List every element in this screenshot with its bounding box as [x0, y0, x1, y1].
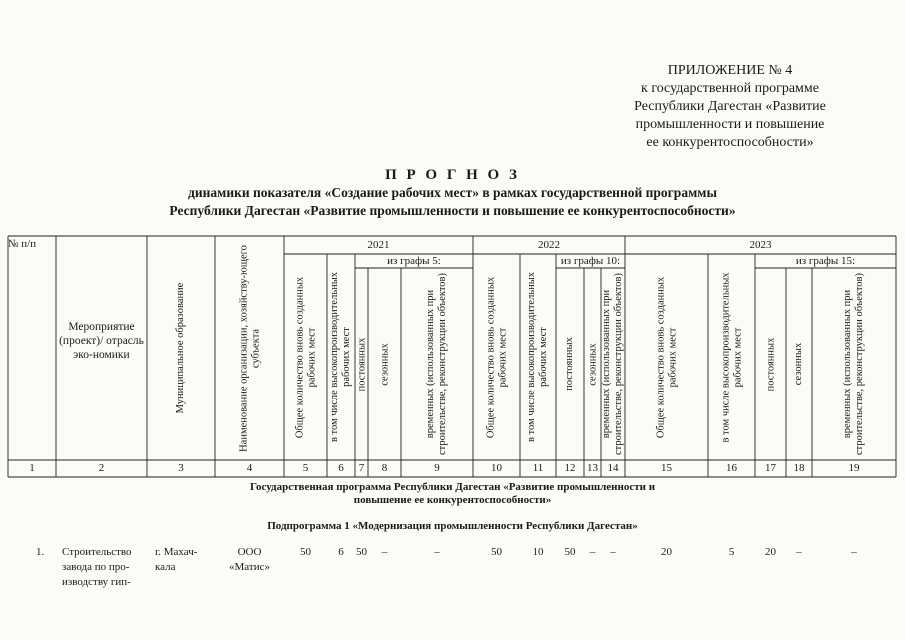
- program-title-line2: повышение ее конкурентоспособности»: [353, 494, 552, 506]
- row-value: 50: [564, 546, 576, 558]
- column-number-cell: 10: [491, 462, 502, 474]
- header-seasonal: сезонных: [378, 342, 390, 386]
- header-permanent: постоянных: [764, 337, 776, 391]
- appendix-line: промышленности и повышение: [635, 117, 825, 132]
- header-temporary: временных (использованных при строительстве, реконструкции объектов): [842, 272, 865, 456]
- row-value: 6: [338, 546, 344, 558]
- header-temporary: временных (использованных при строительстве, реконструкции объектов): [601, 272, 624, 456]
- forecast-subtitle-line2: Республики Дагестан «Развитие промышленности и повышение ее конкурентоспособности»: [169, 203, 736, 218]
- row-number: 1.: [36, 546, 45, 558]
- column-number-cell: 12: [564, 462, 576, 474]
- header-permanent: постоянных: [355, 337, 367, 391]
- row-value: –: [434, 546, 440, 558]
- program-title-line1: Государственная программа Республики Дагестан «Развитие промышленности и: [249, 481, 656, 493]
- header-high-productivity-jobs: в том числе высокопроизводительных рабочих мест: [719, 271, 743, 443]
- row-value: 20: [661, 546, 672, 558]
- header-municipality-cell: Муниципальное образование: [175, 282, 186, 414]
- header-total-jobs: Общее количество вновь созданных рабочих мест: [654, 276, 678, 438]
- column-number-cell: 4: [246, 462, 253, 474]
- appendix-line: к государственной программе: [641, 81, 819, 96]
- column-number-cell: 19: [848, 462, 860, 474]
- appendix-line: ПРИЛОЖЕНИЕ № 4: [667, 63, 793, 78]
- column-number-cell: 16: [726, 462, 737, 474]
- header-number-cell: № п/п: [8, 238, 37, 250]
- column-number-cell: 9: [434, 462, 440, 474]
- header-high-productivity-jobs: в том числе высокопроизводительных рабочих мест: [526, 271, 549, 443]
- year-header-2022: 2022: [538, 239, 560, 251]
- column-number-cell: 6: [338, 462, 344, 474]
- header-total-jobs: Общее количество вновь созданных рабочих мест: [293, 276, 317, 438]
- row-event: Строительство завода по про-изводству гип-: [62, 546, 132, 588]
- column-number-cell: 3: [178, 462, 184, 474]
- column-number-cell: 14: [607, 462, 619, 474]
- forecast-heading: П Р О Г Н О З: [385, 167, 520, 183]
- row-value: 5: [728, 546, 735, 558]
- header-high-productivity-jobs: в том числе высокопроизводительных рабочих мест: [329, 271, 352, 443]
- header-event-cell: Мероприятие (проект)/ отрасль эко-номики: [59, 321, 144, 361]
- column-number-cell: 11: [532, 462, 544, 474]
- of-column-header: из графы 10:: [560, 255, 621, 267]
- column-number-cell: 17: [765, 462, 776, 474]
- row-value: 20: [765, 546, 776, 558]
- row-value: –: [589, 546, 596, 558]
- header-seasonal: сезонных: [586, 342, 598, 386]
- column-number-cell: 13: [587, 462, 598, 474]
- row-value: –: [381, 546, 388, 558]
- year-header-2023: 2023: [749, 239, 772, 251]
- column-number-cell: 8: [381, 462, 388, 474]
- subprogram-title: Подпрограмма 1 «Модернизация промышленности Республики Дагестан»: [267, 520, 638, 532]
- column-number-cell: 1: [29, 462, 35, 474]
- header-temporary: временных (использованных при строительстве, реконструкции объектов): [425, 272, 448, 456]
- row-value: –: [796, 546, 802, 558]
- row-value: –: [851, 546, 857, 558]
- column-number-cell: 7: [358, 462, 365, 474]
- header-seasonal: сезонных: [793, 342, 804, 386]
- appendix-line: ее конкурентоспособности»: [646, 135, 814, 150]
- row-value: –: [610, 546, 616, 558]
- of-column-header: из графы 15:: [795, 255, 856, 267]
- row-value: 10: [532, 546, 544, 558]
- year-header-2021: 2021: [367, 239, 390, 251]
- of-column-header: из графы 5:: [387, 255, 441, 267]
- header-total-jobs: Общее количество вновь созданных рабочих мест: [484, 276, 508, 438]
- row-value: 50: [300, 546, 311, 558]
- column-number-cell: 15: [661, 462, 672, 474]
- appendix-line: Республики Дагестан «Развитие: [634, 99, 826, 114]
- forecast-subtitle-line1: динамики показателя «Создание рабочих мест» в рамках государственной программы: [187, 185, 717, 200]
- row-organization: ООО «Матис»: [229, 546, 270, 573]
- header-permanent: постоянных: [564, 337, 575, 391]
- row-value: 50: [356, 546, 367, 558]
- column-number-cell: 18: [793, 462, 805, 474]
- column-number-cell: 2: [98, 462, 105, 474]
- row-municipality: г. Махач-кала: [155, 546, 198, 573]
- column-number-cell: 5: [302, 462, 309, 474]
- row-value: 50: [491, 546, 502, 558]
- header-organization-cell: Наименование организации, хозяйству-ющего субъекта: [237, 244, 261, 452]
